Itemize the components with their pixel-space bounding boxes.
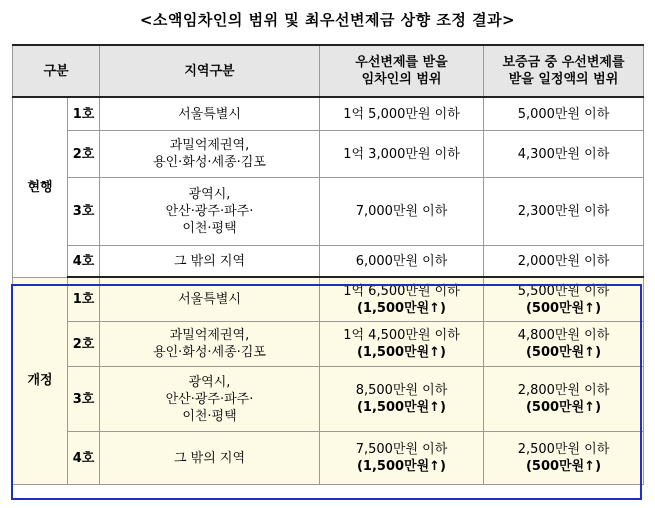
region-cell: 서울특별시 [100,97,320,131]
row-number: 3호 [68,367,100,432]
group-label-revised: 개정 [13,277,68,485]
table-row [13,277,644,322]
header-deposit-range: 보증금 중 우선변제를 받을 일정액의 범위 [484,45,644,97]
deposit-increase: (500만원↑) [525,459,602,474]
table-row [13,178,644,246]
tenant-range-cell: 7,000만원 이하 [320,178,484,246]
region-cell: 과밀억제권역, 용인·화성·세종·김포 [100,131,320,178]
revised-section [13,277,644,485]
tenant-increase: (1,500만원↑) [356,400,446,415]
tenant-protection-table [12,44,644,485]
tenant-range-cell: 1억 5,000만원 이하 [320,97,484,131]
tenant-range-cell: 6,000만원 이하 [320,246,484,278]
region-cell: 그 밖의 지역 [100,246,320,278]
header-tenant-range: 우선변제를 받을 임차인의 범위 [320,45,484,97]
current-section [13,97,644,277]
row-number: 1호 [68,97,100,131]
group-label-current: 현행 [13,97,68,277]
tenant-increase: (1,500만원↑) [356,459,446,474]
table-row [13,322,644,367]
row-number: 1호 [68,277,100,322]
region-cell: 광역시, 안산·광주·파주· 이천·평택 [100,178,320,246]
region-cell: 서울특별시 [100,277,320,322]
deposit-amount: 4,800만원 이하 [517,328,610,343]
table-row [13,97,644,131]
deposit-range-cell [484,277,644,322]
table-row [13,367,644,432]
deposit-amount: 2,500만원 이하 [517,442,610,457]
deposit-increase: (500만원↑) [525,300,602,316]
header-region: 지역구분 [100,45,320,97]
deposit-range-cell: 5,000만원 이하 [484,97,644,131]
row-number: 3호 [68,178,100,246]
region-cell: 광역시, 안산·광주·파주· 이천·평택 [100,367,320,432]
row-number: 4호 [68,246,100,278]
deposit-range-cell [484,432,644,485]
deposit-amount: 2,800만원 이하 [517,383,610,398]
row-number: 2호 [68,322,100,367]
header-category: 구분 [13,45,100,97]
tenant-amount: 1억 4,500만원 이하 [343,328,460,343]
deposit-range-cell: 2,300만원 이하 [484,178,644,246]
region-cell: 그 밖의 지역 [100,432,320,485]
deposit-amount: 5,500만원 이하 [517,283,610,299]
deposit-range-cell [484,322,644,367]
tenant-range-cell: 1억 3,000만원 이하 [320,131,484,178]
deposit-range-cell: 2,000만원 이하 [484,246,644,278]
document-title: <소액임차인의 범위 및 최우선변제금 상향 조정 결과> [139,11,516,29]
tenant-range-cell [320,322,484,367]
table-row [13,131,644,178]
region-cell: 과밀억제권역, 용인·화성·세종·김포 [100,322,320,367]
deposit-increase: (500만원↑) [525,345,602,360]
tenant-amount: 8,500만원 이하 [355,383,448,398]
tenant-amount: 1억 6,500만원 이하 [343,283,460,299]
deposit-range-cell [484,367,644,432]
table-row [13,246,644,278]
row-number: 4호 [68,432,100,485]
tenant-range-cell [320,432,484,485]
table-row [13,432,644,485]
tenant-increase: (1,500만원↑) [356,345,446,360]
deposit-increase: (500만원↑) [525,400,602,415]
tenant-amount: 7,500만원 이하 [355,442,448,457]
tenant-increase: (1,500만원↑) [356,300,446,316]
row-number: 2호 [68,131,100,178]
tenant-range-cell [320,277,484,322]
table-header-row [13,45,644,97]
tenant-range-cell [320,367,484,432]
deposit-range-cell: 4,300만원 이하 [484,131,644,178]
